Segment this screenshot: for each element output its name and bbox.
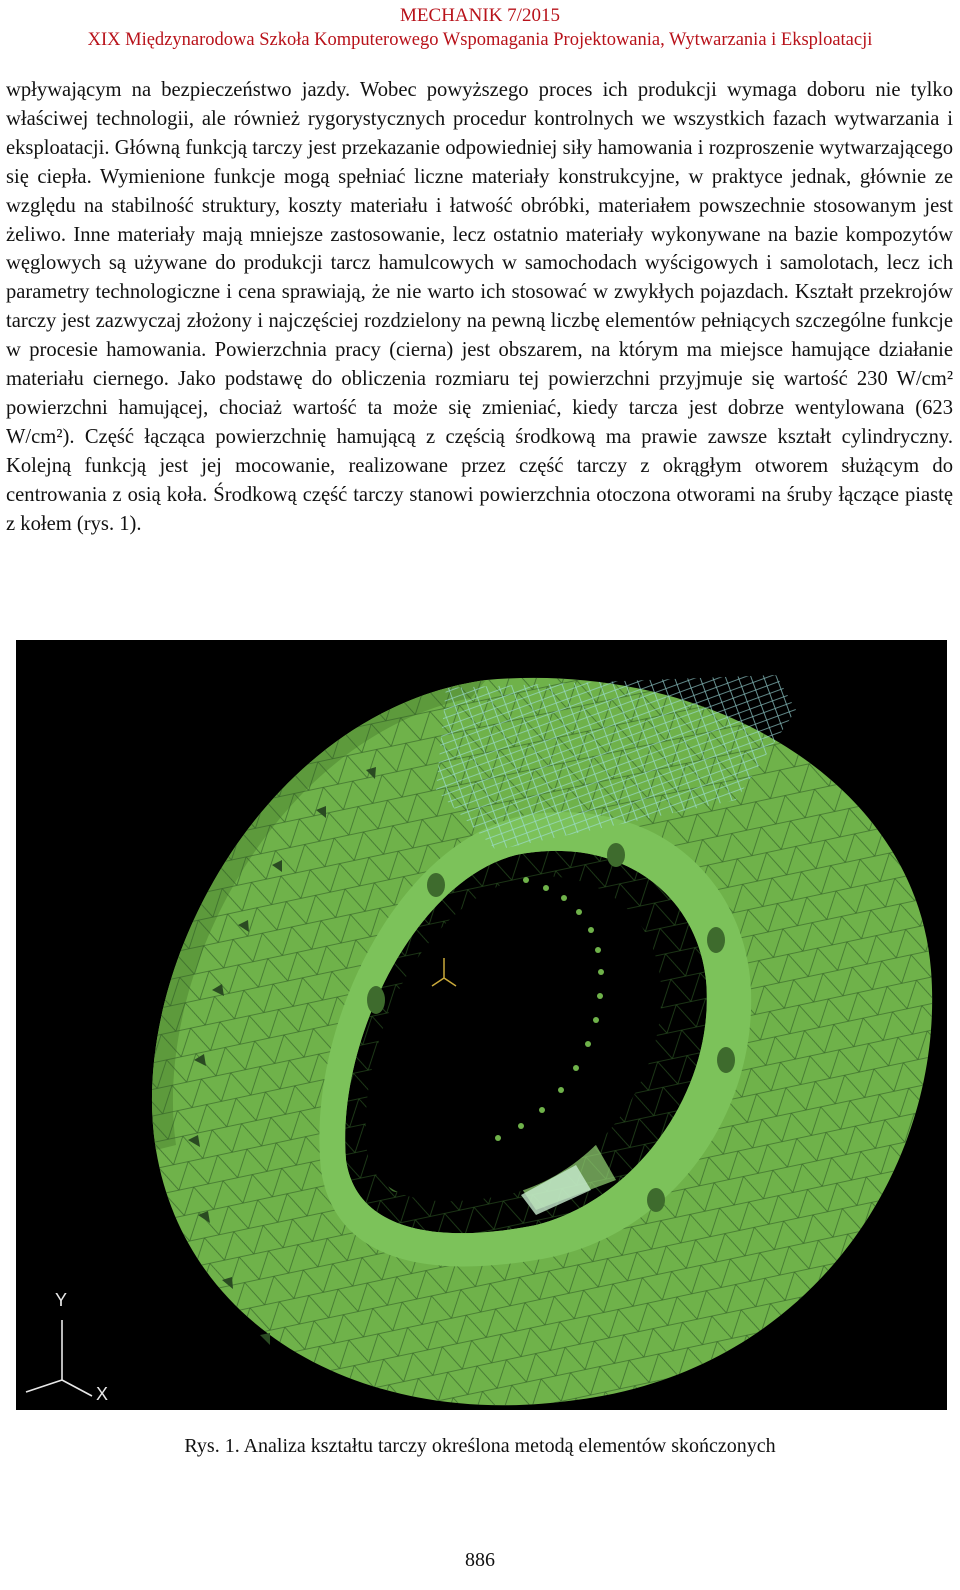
brake-disc [16, 640, 947, 1410]
page-header [0, 4, 960, 52]
figure-caption: Rys. 1. Analiza kształtu tarczy określona metodą elementów skończonych [184, 1435, 776, 1457]
axis-x-label: X [96, 1384, 109, 1404]
conference-title: XIX Międzynarodowa Szkoła Komputerowego Wspomagania Projektowania, Wytwarzania i Eksploatacji [87, 30, 873, 50]
body-paragraph: wpływającym na bezpieczeństwo jazdy. Wobec powyższego proces ich produkcji wymaga doboru nie tylko właściwej technologii, ale również rygorystycznych procedur kontrolnych we wszystkich fazach wytwarzania i eksploatacji. Główną funkcją tarczy jest przekazanie odpowiedniej siły hamowania i rozproszenie wytwarzającego się ciepła. Wymienione funkcje mogą spełniać liczne materiały konstrukcyjne, w praktyce jednak, głównie ze względu na stabilność struktury, koszty materiału i łatwość obróbki, materiałem powszechnie stosowanym jest żeliwo. Inne materiały mają mniejsze zastosowanie, lecz ostatnio materiały wykonywane na bazie kompozytów węglowych są używane do produkcji tarcz hamulcowych w samochodach wyścigowych i samolotach, lecz ich parametry technologiczne i cena sprawiają, że nie warto ich stosować w zwykłych pojazdach. Kształt przekrojów tarczy jest zazwyczaj złożony i najczęściej rozdzielony na pewną liczbę elementów pełniących szczególne funkcje w procesie hamowania. Powierzchnia pracy (cierna) jest obszarem, na którym ma miejsce hamujące działanie materiału ciernego. Jako podstawę do obliczenia rozmiaru tej powierzchni przyjmuje się wartość 230 W/cm² powierzchni hamującej, chociaż wartość ta może się zmieniać, kiedy tarcza jest dobrze wentylowana (623 W/cm²). Część łącząca powierzchnię hamującą z częścią środkową ma prawie zawsze kształt cylindryczny. Kolejną funkcją jest jej mocowanie, realizowane przez część tarczy z okrągłym otworem służącym do centrowania z osią koła. Środkową część tarczy stanowi powierzchnia otoczona otworami na śruby łączące piastę z kołem (rys. 1). [6, 79, 953, 535]
fem-brake-disc-figure [16, 640, 947, 1410]
fem-mesh-render [16, 640, 947, 1410]
journal-title: MECHANIK 7/2015 [400, 5, 560, 26]
page-number: 886 [465, 1549, 495, 1571]
axis-indicator-icon [26, 1320, 92, 1396]
axis-y-label: Y [55, 1290, 68, 1310]
